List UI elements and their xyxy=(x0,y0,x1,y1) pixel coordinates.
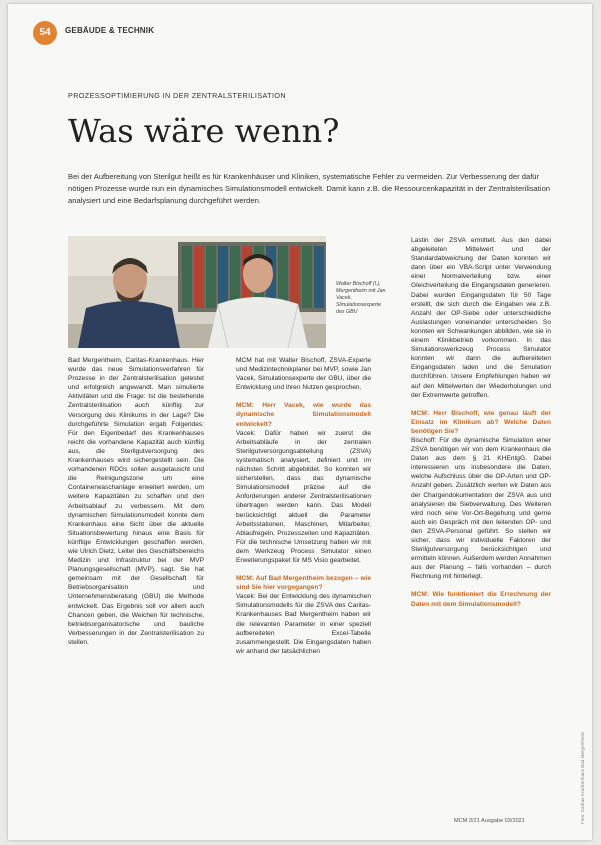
article-lead: Bei der Aufbereitung von Sterilgut heißt es für Krankenhäuser und Kliniken, systematische Fehler zu vermeiden. Zur Verbesserung der dafür nötigen Prozesse wurde nun ein dynamisches Simulationsmodell entwickelt. Damit kann z.B. die Ressourcenkapazität in der Zentralsterilisation analysiert und eine Bedarfsplanung durchgeführt werden. xyxy=(68,172,551,205)
photo-illustration xyxy=(68,236,326,348)
interview-question: MCM: Wie funktioniert die Errechnung der Daten mit dem Simulationsmodell? xyxy=(411,591,551,608)
text-column-1 xyxy=(68,356,204,647)
interview-question: MCM: Herr Vacek, wie wurde das dynamische Simulationsmodell entwickelt? xyxy=(236,402,371,428)
article-photo xyxy=(68,236,326,348)
paragraph: Lastin der ZSVA ermittelt. Aus den dabei abgeleiteten Mittelwert und der Standardabweichung der Daten konnten wir dann über ein VBA-Script unter Verwendung einer Normalverteilung bzw. einer Gleichverteilung die Eingangsdaten generieren. Dabei wurden Eingangsdaten für 50 Tage erstellt, die sich durch die Eingaben wie z.B. Anzahl der OP-Siebe oder unterschiedliche Auslastungen voneinander unterscheiden. So konnten wir Schwankungen abbilden, wie sie in einem Klinikbetrieb vorkommen. In das Simulationswerkzeug Process Simulator konnten wir dann die aufbereiteten Eingangsdaten laden und die Simulation durchführen. Unsere Empfehlungen haben wir auf den Mittelwerten der Wiederholungen und der Extremwerte getroffen. xyxy=(411,237,551,399)
paragraph: MCM hat mit Walter Bischoff, ZSVA-Experte und Medizintechnikplaner bei MVP, sowie Jan Vacek, Simulationsexperte der GBU, über die Entwicklung und ihren Nutzen gesprochen. xyxy=(236,357,371,392)
interview-answer: Bischoff: Für die dynamische Simulation einer ZSVA benötigen wir von dem Krankenhaus die Daten aus dem § 21 KHEntgG. Dabei interessieren uns insbesondere die Daten, welche Aufschluss über die OP-Arten und OP-Anzahl geben. Zusätzlich werten wir Daten aus der Chargendokumentation der ZSVA aus und analysieren die Siebverwaltung. Des Weiteren wird noch eine Vor-Ort-Begehung und gerne auch ein Gespräch mit den leitenden OP- und den ZSVA-Personal geführt. So stellen wir sicher, dass wir individuelle Faktoren der Sterilgutversorgung berücksichtigen und ermitteln können. Außerdem werden Annahmen aus der Planung – falls vorhanden – durch Rechnung mit hinterlegt. xyxy=(411,436,551,581)
text-column-3 xyxy=(411,236,551,609)
magazine-page xyxy=(8,4,592,840)
article-kicker: PROZESSOPTIMIERUNG IN DER ZENTRALSTERILISATION xyxy=(68,91,286,100)
photo-credit: Foto: Caritas-Krankenhaus Bad Mergentheim xyxy=(580,731,585,824)
page-number-badge: 54 xyxy=(33,21,57,45)
interview-question: MCM: Herr Bischoff, wie genau läuft der Einsatz im Klinikum ab? Welche Daten benötigen Sie? xyxy=(411,409,551,435)
text-column-2 xyxy=(236,356,371,656)
interview-question: MCM: Auf Bad Mergentheim bezogen – wie sind Sie hier vorgegangen? xyxy=(236,575,371,592)
interview-answer: Vacek: Dafür haben wir zuerst die Arbeitsabläufe in der zentralen Sterilgutversorgungsabteilung (ZSVA) systematisch analysiert, definiert und im nächsten Schritt abgebildet. So konnten wir sicherstellen, dass das dynamische Simulationsmodell präzise auf die Anforderungen anderer Zentralsterilisationen übertragen werden kann. Das Modell berücksichtigt aktuell die Parameter Arbeitsstationen, Maschinen, Mitarbeiter, Ablaufregeln, Prozesszeiten und Kapazitäten. Für die technische Umsetzung haben wir mit dem Werkzeug Process Simulator einen Erweiterungspaket für MS Visio gearbeitet. xyxy=(236,429,371,564)
article-headline: Was wäre wenn? xyxy=(68,112,340,150)
photo-caption: Walter Bischoff (l.), Mergentheim mit Jan Vacek, Simulationsexperte des GBU xyxy=(336,281,386,315)
paragraph: Bad Mergentheim, Caritas-Krankenhaus. Hier wurde das neue Simulationsverfahren für Prozesse in der Zentralsterilisation getestet und erfolgreich angewandt. Man simulierte Aktivitäten und die Frage: Ist die bestehende Zentralsterilisation auch künftig zur Versorgung des Klinikums in der Lage? Die durchgeführte Simulation ergab Folgendes: Für den Eigenbedarf des Krankenhauses reicht die vorhandene Kapazität auch künftig aus, die Sterilgutversorgung des Krankenhauses wird sichergestellt sein. Die vorhandenen RDGs sollen ausgetauscht und die Reinigungszone um eine Containerwaschanlage erweitert werden, um weitere Kapazitäten zu schaffen und den Arbeitsablauf zu verbessern. Mit dem dynamischen Simulationsmodell konnte dem Krankenhaus eine Sicht über die aktuelle Situationsbewertung hinaus eine Basis für künftige Entwicklungen geschaffen werden, wie Ulrich Dietz, Leiter des Geschäftsbereichs Medizin und Infrastruktur bei der MVP Planungsgesellschaft (MVP), sagt. Sie hat gemeinsam mit der Gesellschaft für Betriebsorganisation und Unternehmensberatung (GBU) die Methode entwickelt. Das Ergebnis soll vor allem auch Chancen geben, die Weichen für technische, betriebsorganisatorische und bauliche Verbesserungen in der Zentralsterilisation zu stellen. xyxy=(68,357,204,646)
section-label: GEBÄUDE & TECHNIK xyxy=(65,26,155,35)
interview-answer: Vacek: Bei der Entwicklung des dynamischen Simulationsmodells für die ZSVA des Caritas-Krankenhauses Bad Mergentheim haben wir die relevanten Parameter in einer speziell aufbereiteten Excel-Tabelle zusammengestellt. Die Eingangsdaten haben wir anhand der tatsächlichen xyxy=(236,593,371,655)
page-footer: MCM 3/21 Ausgabe 03/2021 xyxy=(454,818,525,824)
